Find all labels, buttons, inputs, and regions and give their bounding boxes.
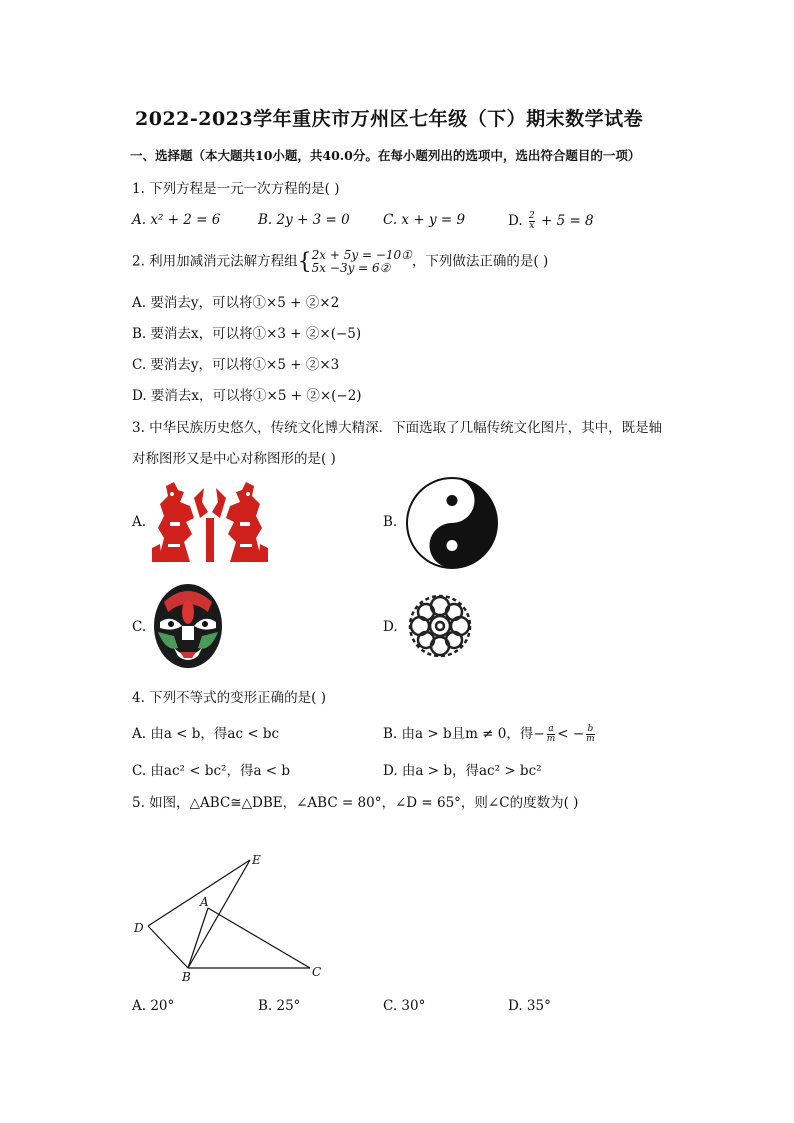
q4-option-a: A. 由a < b，得ac < bc [132, 726, 280, 742]
q1-option-c: C. x + y = 9 [383, 212, 466, 228]
q5-option-a: A. 20° [132, 998, 175, 1014]
q1-option-d-label: D. [508, 213, 523, 229]
q5-stem: 5. 如图，△ABC≅△DBE，∠ABC = 80°，∠D = 65°，则∠C的度数为( ) [132, 795, 579, 811]
brace-icon: { [297, 249, 312, 275]
paper-cut-image [150, 478, 270, 566]
q4-b-frac2-den: m [586, 734, 595, 744]
label-c: C [312, 965, 322, 979]
q1-option-d-rest: + 5 = 8 [540, 213, 594, 229]
label-d: D [134, 921, 144, 935]
q3-option-d: D. [383, 619, 398, 635]
label-e: E [252, 853, 261, 867]
page-title: 2022-2023学年重庆市万州区七年级（下）期末数学试卷 [135, 108, 644, 130]
section-heading: 一、选择题（本大题共10小题，共40.0分。在每小题列出的选项中，选出符合题目的一项） [130, 148, 641, 163]
q1-option-a: A. x² + 2 = 6 [132, 212, 221, 228]
q1-option-d [508, 212, 594, 231]
q2-stem-pre: 2. 利用加减消元法解方程组 [132, 253, 298, 270]
label-a: A [200, 895, 209, 909]
q2-stem-post: ，下列做法正确的是( ) [411, 253, 549, 270]
q3-stem-line2: 对称图形又是中心对称图形的是( ) [132, 451, 336, 467]
q4-b-frac2-num: b [587, 724, 594, 734]
yin-yang-image [405, 476, 499, 570]
q4-stem: 4. 下列不等式的变形正确的是( ) [132, 690, 326, 706]
q5-option-b: B. 25° [258, 998, 301, 1014]
q3-option-b: B. [383, 514, 398, 530]
q1-d-numerator: 2 [528, 211, 535, 221]
knot-pattern-image [404, 590, 476, 662]
q1-d-denominator: x [529, 221, 535, 231]
q2-stem [132, 249, 548, 275]
q2-option-c: C. 要消去y，可以将①×5 + ②×3 [132, 357, 340, 373]
label-b: B [182, 970, 191, 984]
segment-de [148, 860, 250, 926]
q4-option-d: D. 由a > b，得ac² > bc² [383, 763, 542, 779]
segment-db [148, 926, 188, 968]
triangle-diagram [126, 846, 336, 986]
q3-option-c: C. [132, 619, 147, 635]
q5-option-d: D. 35° [508, 998, 551, 1014]
q2-option-a: A. 要消去y，可以将①×5 + ②×2 [132, 295, 340, 311]
q1-stem: 1. 下列方程是一元一次方程的是( ) [132, 181, 340, 197]
q2-equation-2: 5x −3y = 6② [311, 261, 391, 275]
opera-mask-image [152, 582, 224, 670]
q4-b-frac1-den: m [546, 734, 556, 744]
q3-stem-line1: 3. 中华民族历史悠久，传统文化博大精深．下面选取了几幅传统文化图片，其中，既是轴 [132, 420, 663, 436]
segment-ac [208, 908, 310, 968]
q2-option-d: D. 要消去x，可以将①×5 + ②×(−2) [132, 388, 362, 404]
q4-option-b-pre: B. 由a > b且m ≠ 0，得− [383, 726, 545, 742]
q4-b-frac1-num: a [548, 724, 554, 734]
q3-option-a: A. [132, 514, 147, 530]
q2-equation-1: 2x + 5y = −10① [311, 248, 412, 262]
q5-option-c: C. 30° [383, 998, 426, 1014]
q4-option-b [383, 722, 597, 744]
q1-option-b: B. 2y + 3 = 0 [258, 212, 350, 228]
q4-option-b-mid: < − [557, 726, 585, 742]
q4-option-c: C. 由ac² < bc²，得a < b [132, 763, 291, 779]
q2-option-b: B. 要消去x，可以将①×3 + ②×(−5) [132, 326, 362, 342]
